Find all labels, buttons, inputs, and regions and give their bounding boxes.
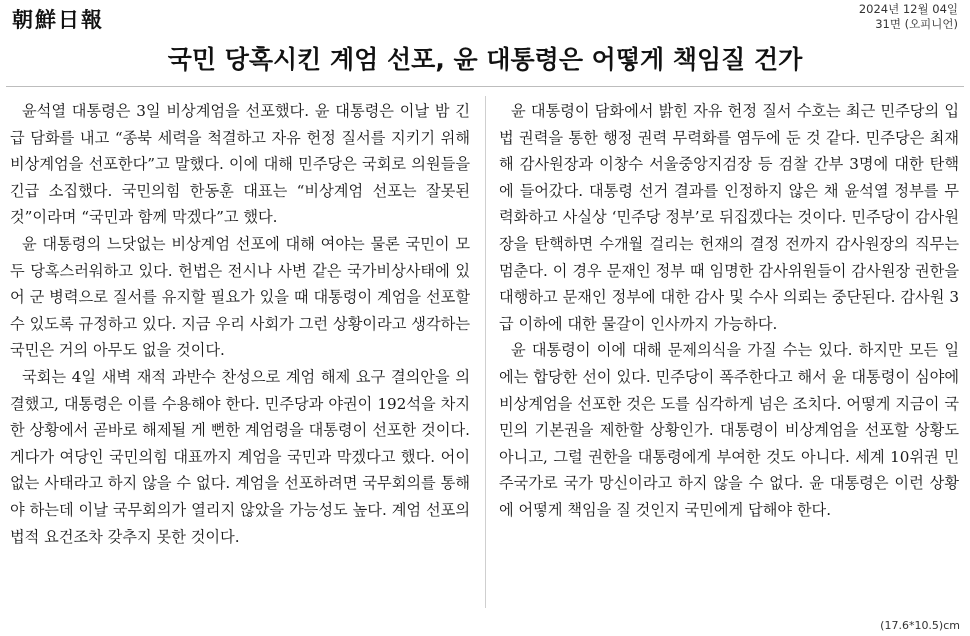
column-divider: [485, 96, 486, 608]
clipping-size-note: (17.6*10.5)cm: [880, 619, 960, 632]
headline-rule: [6, 86, 964, 87]
body-paragraph: 윤 대통령이 담화에서 밝힌 자유 헌정 질서 수호는 최근 민주당의 입법 권력을 통한 행정 권력 무력화를 염두에 둔 것 같다. 민주당은 최재해 감사원장과 이창수 서울중앙지검장 등 검찰 간부 3명에 대한 탄핵에 들어갔다. 대통령 선거 결과를 인정하지 않은 채 윤석열 정부를 무력화하고 사실상 ‘민주당 정부’로 뒤집겠다는 것이다. 민주당이 감사원장을 탄핵하면 수개월 걸리는 헌재의 결정 전까지 감사원장의 직무는 멈춘다. 이 경우 문재인 정부 때 임명한 감사위원들이 감사원장 권한을 대행하고 문재인 정부에 대한 감사 및 수사 의뢰는 중단된다. 감사원 3급 이하에 대한 물갈이 인사까지 가능하다.: [499, 102, 959, 333]
body-paragraph: 윤 대통령이 이에 대해 문제의식을 가질 수는 있다. 하지만 모든 일에는 합당한 선이 있다. 민주당이 폭주한다고 해서 윤 대통령이 심야에 비상계엄을 선포한 것은 도를 심각하게 넘은 조치다. 어떻게 지금이 국민의 기본권을 제한할 상황인가. 대통령이 비상계엄을 선포할 상황도 아니고, 그럴 권한을 대통령에게 부여한 것도 아니다. 세계 10위권 민주국가로 국가 망신이라고 하지 않을 수 없다. 윤 대통령은 이런 상황에 어떻게 책임을 질 것인지 국민에게 답해야 한다.: [499, 341, 959, 519]
body-paragraph: 국회는 4일 새벽 재적 과반수 찬성으로 계엄 해제 요구 결의안을 의결했고, 대통령은 이를 수용해야 한다. 민주당과 야권이 192석을 차지한 상황에서 곧바로 해제될 게 뻔한 계엄령을 대통령이 선포한 것이다. 게다가 여당인 국민의힘 대표까지 계엄을 국민과 막겠다고 했다. 어이없는 사태라고 하지 않을 수 없다. 계엄을 선포하려면 국무회의를 통해야 하는데 이날 국무회의가 열리지 않았을 가능성도 높다. 계엄 선포의 법적 요건조차 갖추지 못한 것이다.: [10, 367, 470, 546]
page-section: 31면 (오피니언): [875, 17, 958, 31]
publication-date: 2024년 12월 04일: [858, 2, 958, 16]
body-paragraph: 윤 대통령의 느닷없는 비상계엄 선포에 대해 여야는 물론 국민이 모두 당혹스러워하고 있다. 헌법은 전시나 사변 같은 국가비상사태에 있어 군 병력으로 질서를 유지할 필요가 있을 때 대통령이 계엄을 선포할 수 있도록 규정하고 있다. 지금 우리 사회가 그런 상황이라고 생각하는 국민은 거의 아무도 없을 것이다.: [10, 234, 470, 360]
article-headline: 국민 당혹시킨 계엄 선포, 윤 대통령은 어떻게 책임질 건가: [167, 45, 803, 74]
newspaper-masthead: 朝鮮日報: [12, 7, 104, 32]
body-paragraph: 윤석열 대통령은 3일 비상계엄을 선포했다. 윤 대통령은 이날 밤 긴급 담화를 내고 “종북 세력을 척결하고 자유 헌정 질서를 지키기 위해 비상계엄을 선포한다”고 말했다. 이에 대해 민주당은 국회로 의원들을 긴급 소집했다. 국민의힘 한동훈 대표는 “비상계엄 선포는 잘못된 것”이라며 “국민과 함께 막겠다”고 했다.: [10, 102, 470, 227]
article-column-left: [10, 98, 470, 550]
article-meta: [859, 2, 958, 32]
article-column-right: [499, 98, 959, 524]
